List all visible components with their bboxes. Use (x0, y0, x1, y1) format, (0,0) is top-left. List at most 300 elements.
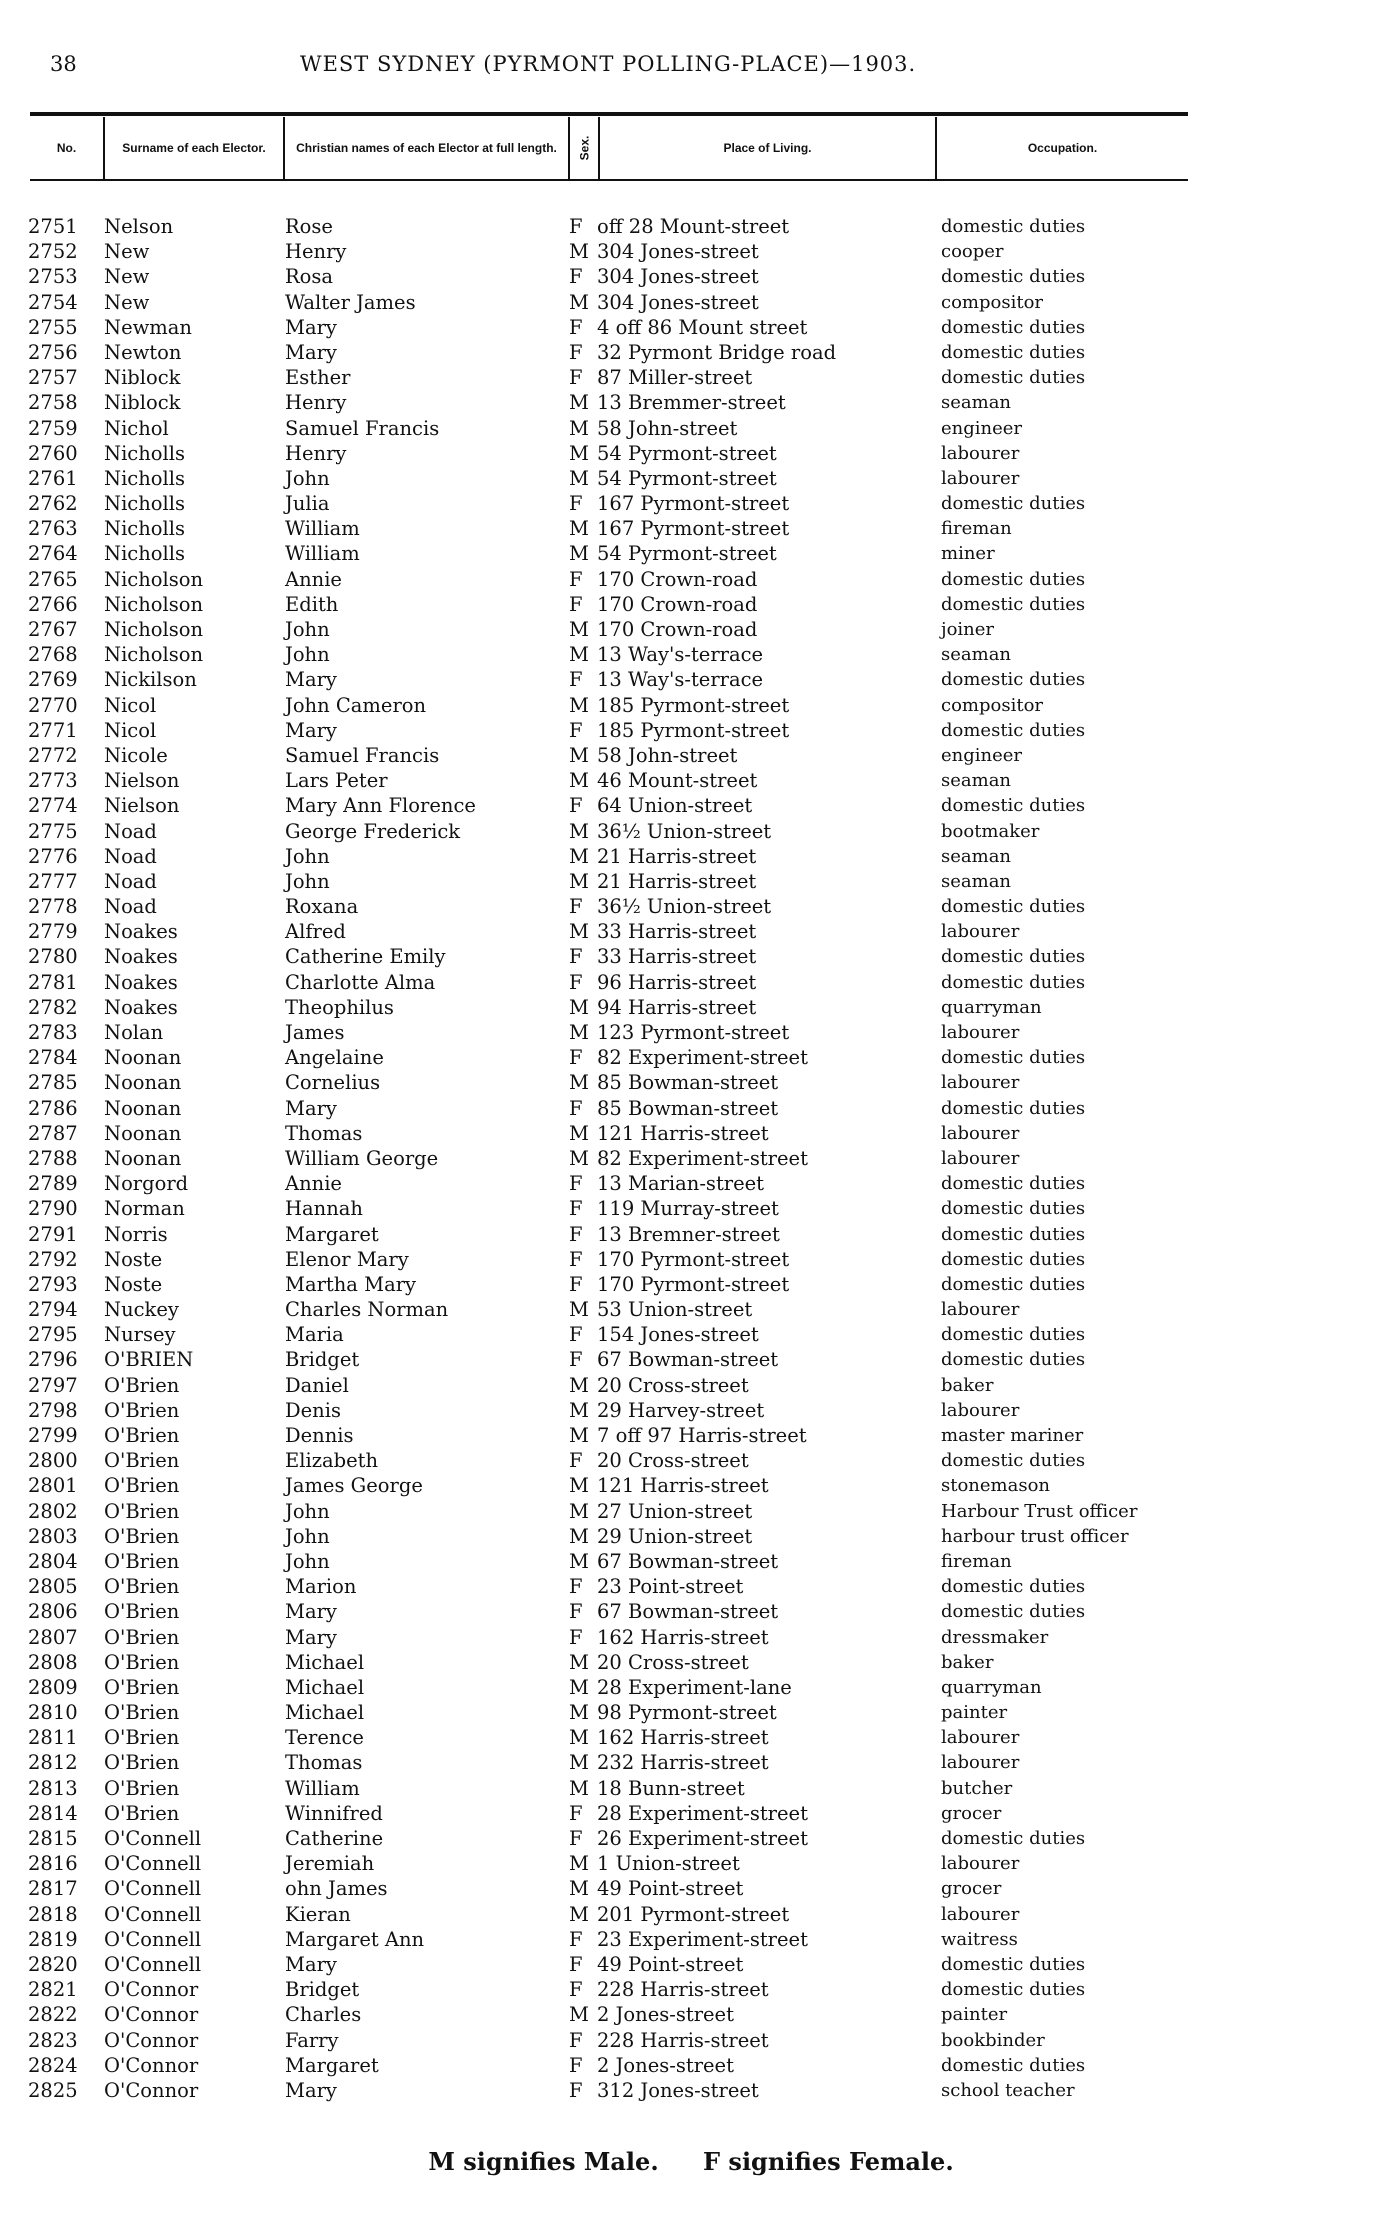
elector-christian-names: Elenor Mary (285, 1247, 409, 1271)
elector-sex: F (569, 1222, 583, 1246)
elector-surname: Nicole (104, 743, 168, 767)
elector-occupation: engineer (941, 417, 1023, 439)
elector-christian-names: Martha Mary (285, 1272, 417, 1296)
elector-christian-names: ohn James (285, 1877, 388, 1901)
elector-christian-names: Mary (285, 315, 337, 339)
elector-occupation: seaman (941, 845, 1012, 867)
elector-number: 2797 (28, 1373, 78, 1397)
elector-surname: Nickilson (104, 668, 197, 692)
elector-place-of-living: 64 Union-street (597, 794, 753, 818)
elector-christian-names: John (285, 643, 330, 667)
elector-occupation: labourer (941, 1727, 1020, 1749)
table-row (0, 1045, 1382, 1070)
elector-number: 2764 (28, 542, 78, 566)
elector-place-of-living: 20 Cross-street (597, 1449, 749, 1473)
elector-sex: F (569, 1197, 583, 1221)
elector-number: 2809 (28, 1675, 78, 1699)
elector-sex: M (569, 769, 589, 793)
elector-number: 2792 (28, 1247, 78, 1271)
elector-occupation: labourer (941, 1299, 1020, 1321)
elector-sex: F (569, 1952, 583, 1976)
elector-sex: M (569, 2003, 589, 2027)
elector-place-of-living: 304 Jones-street (597, 265, 759, 289)
elector-occupation: domestic duties (941, 341, 1086, 363)
elector-surname: O'Brien (104, 1424, 180, 1447)
elector-christian-names: Mary (285, 1625, 337, 1649)
elector-surname: O'Brien (104, 1449, 180, 1473)
elector-number: 2825 (28, 2078, 78, 2102)
elector-christian-names: Thomas (285, 1751, 363, 1775)
elector-surname: Noakes (104, 970, 178, 994)
table-row (0, 1448, 1382, 1473)
elector-christian-names: Mary (285, 340, 337, 364)
elector-sex: M (569, 1549, 589, 1573)
elector-sex: F (569, 970, 583, 994)
elector-christian-names: Julia (285, 492, 330, 516)
elector-surname: Nicholson (104, 643, 204, 667)
elector-christian-names: Marion (285, 1575, 357, 1599)
elector-place-of-living: 13 Bremner-street (597, 1222, 780, 1246)
elector-place-of-living: 170 Crown-road (597, 592, 758, 616)
elector-surname: Norman (104, 1197, 185, 1221)
elector-number: 2808 (28, 1650, 78, 1674)
elector-occupation: labourer (941, 467, 1020, 489)
table-row (0, 1146, 1382, 1171)
elector-sex: M (569, 466, 589, 490)
elector-sex: F (569, 315, 583, 339)
elector-sex: M (569, 1373, 589, 1397)
elector-occupation: domestic duties (941, 316, 1086, 338)
elector-place-of-living: 54 Pyrmont-street (597, 441, 777, 465)
elector-place-of-living: 170 Crown-road (597, 618, 758, 641)
table-row (0, 592, 1382, 617)
elector-surname: O'Connell (104, 1852, 202, 1876)
elector-sex: M (569, 517, 589, 541)
elector-sex: M (569, 1071, 589, 1095)
elector-occupation: seaman (941, 870, 1012, 892)
elector-christian-names: John Cameron (285, 693, 427, 717)
elector-sex: M (569, 391, 589, 415)
elector-sex: F (569, 1172, 583, 1196)
elector-number: 2766 (28, 592, 78, 616)
elector-number: 2812 (28, 1751, 78, 1775)
elector-place-of-living: 170 Pyrmont-street (597, 1247, 790, 1271)
elector-number: 2785 (28, 1071, 78, 1095)
elector-christian-names: Thomas (285, 1121, 363, 1145)
elector-number: 2789 (28, 1172, 78, 1196)
elector-sex: M (569, 416, 589, 440)
elector-sex: M (569, 1474, 589, 1498)
elector-surname: Noad (104, 869, 157, 893)
elector-number: 2751 (28, 215, 78, 238)
elector-sex: M (569, 1852, 589, 1876)
elector-number: 2807 (28, 1625, 78, 1649)
header-christian-names: Christian names of each Elector at full length. (285, 117, 570, 179)
table-row (0, 1297, 1382, 1322)
table-row (0, 1171, 1382, 1196)
elector-christian-names: Michael (285, 1701, 365, 1725)
elector-sex: M (569, 1398, 589, 1422)
elector-number: 2823 (28, 2028, 78, 2052)
table-row (0, 970, 1382, 995)
elector-sex: M (569, 1298, 589, 1322)
elector-occupation: domestic duties (941, 1097, 1086, 1119)
table-row (0, 844, 1382, 869)
elector-occupation: domestic duties (941, 1953, 1086, 1975)
table-row (0, 1801, 1382, 1826)
table-row (0, 1549, 1382, 1574)
elector-surname: Noonan (104, 1146, 182, 1170)
elector-occupation: domestic duties (941, 1324, 1086, 1346)
elector-occupation: domestic duties (941, 719, 1086, 741)
table-row (0, 1524, 1382, 1549)
elector-number: 2776 (28, 844, 78, 868)
elector-place-of-living: 36½ Union-street (597, 819, 772, 843)
elector-number: 2815 (28, 1827, 78, 1850)
elector-place-of-living: 85 Bowman-street (597, 1071, 779, 1095)
elector-number: 2768 (28, 643, 78, 667)
elector-place-of-living: 82 Experiment-street (597, 1046, 808, 1070)
elector-occupation: stonemason (941, 1475, 1051, 1497)
elector-number: 2761 (28, 466, 78, 490)
elector-place-of-living: 67 Bowman-street (597, 1348, 779, 1372)
elector-surname: Norris (104, 1222, 168, 1246)
elector-christian-names: William (285, 542, 360, 566)
elector-christian-names: Farry (285, 2028, 339, 2052)
elector-place-of-living: 20 Cross-street (597, 1650, 749, 1674)
elector-surname: O'BRIEN (104, 1348, 194, 1372)
elector-place-of-living: 28 Experiment-street (597, 1801, 808, 1825)
elector-sex: F (569, 945, 583, 969)
elector-sex: F (569, 2028, 583, 2052)
elector-occupation: cooper (941, 241, 1004, 263)
elector-place-of-living: 21 Harris-street (597, 869, 757, 893)
elector-occupation: labourer (941, 442, 1020, 464)
elector-sex: M (569, 1121, 589, 1145)
elector-number: 2775 (28, 819, 78, 843)
elector-place-of-living: 27 Union-street (597, 1499, 753, 1523)
table-row (0, 1398, 1382, 1423)
footer-legend (0, 2147, 1382, 2176)
elector-christian-names: Bridget (285, 1348, 360, 1372)
table-row (0, 869, 1382, 894)
elector-place-of-living: 304 Jones-street (597, 290, 759, 314)
elector-surname: Noakes (104, 945, 178, 969)
table-row (0, 1876, 1382, 1901)
elector-christian-names: Michael (285, 1675, 365, 1699)
elector-occupation: bookbinder (941, 2029, 1045, 2051)
table-row (0, 1373, 1382, 1398)
elector-christian-names: Terence (285, 1726, 364, 1750)
elector-christian-names: Mary (285, 1600, 337, 1624)
elector-occupation: master mariner (941, 1425, 1084, 1446)
elector-surname: O'Brien (104, 1776, 180, 1800)
elector-place-of-living: 185 Pyrmont-street (597, 718, 790, 742)
table-row (0, 491, 1382, 516)
elector-number: 2801 (28, 1474, 78, 1498)
elector-sex: F (569, 718, 583, 742)
elector-number: 2753 (28, 265, 78, 289)
elector-number: 2819 (28, 1927, 78, 1951)
elector-place-of-living: 162 Harris-street (597, 1625, 769, 1649)
elector-occupation: engineer (941, 744, 1023, 766)
elector-christian-names: Daniel (285, 1373, 349, 1397)
elector-sex: F (569, 1348, 583, 1372)
elector-sex: F (569, 492, 583, 516)
elector-place-of-living: 26 Experiment-street (597, 1827, 808, 1850)
elector-number: 2783 (28, 1021, 78, 1044)
table-row (0, 2028, 1382, 2053)
elector-christian-names: Rosa (285, 265, 334, 289)
elector-number: 2758 (28, 391, 78, 415)
elector-number: 2805 (28, 1575, 78, 1599)
elector-occupation: school teacher (941, 2079, 1075, 2101)
elector-place-of-living: 58 John-street (597, 416, 738, 440)
elector-surname: O'Brien (104, 1549, 180, 1573)
elector-occupation: domestic duties (941, 971, 1086, 993)
header-surname: Surname of each Elector. (105, 117, 285, 179)
elector-sex: F (569, 794, 583, 818)
elector-surname: O'Brien (104, 1751, 180, 1775)
elector-place-of-living: 18 Bunn-street (597, 1776, 745, 1800)
elector-place-of-living: 29 Union-street (597, 1524, 753, 1548)
elector-surname: O'Brien (104, 1726, 180, 1750)
elector-surname: O'Connor (104, 2053, 199, 2077)
page-number: 38 (50, 52, 77, 76)
elector-christian-names: Catherine Emily (285, 945, 446, 969)
elector-number: 2777 (28, 869, 78, 893)
elector-number: 2820 (28, 1952, 78, 1976)
elector-sex: M (569, 1701, 589, 1725)
elector-place-of-living: 94 Harris-street (597, 995, 757, 1019)
elector-number: 2791 (28, 1222, 78, 1246)
elector-number: 2802 (28, 1499, 78, 1523)
table-row (0, 390, 1382, 415)
elector-sex: M (569, 819, 589, 843)
elector-place-of-living: 67 Bowman-street (597, 1600, 779, 1624)
elector-number: 2824 (28, 2053, 78, 2077)
elector-christian-names: John (285, 869, 330, 893)
elector-surname: Noakes (104, 920, 178, 944)
elector-christian-names: John (285, 1499, 330, 1523)
elector-christian-names: Henry (285, 391, 347, 415)
elector-sex: F (569, 2053, 583, 2077)
table-row (0, 693, 1382, 718)
elector-place-of-living: off 28 Mount-street (597, 215, 790, 238)
elector-sex: F (569, 1096, 583, 1120)
elector-place-of-living: 33 Harris-street (597, 920, 757, 944)
elector-sex: M (569, 1877, 589, 1901)
elector-christian-names: Dennis (285, 1424, 354, 1447)
elector-number: 2790 (28, 1197, 78, 1221)
table-row (0, 1574, 1382, 1599)
table-row (0, 516, 1382, 541)
elector-occupation: labourer (941, 1752, 1020, 1774)
elector-number: 2770 (28, 693, 78, 717)
elector-surname: Noonan (104, 1046, 182, 1070)
elector-surname: Nicholls (104, 466, 185, 490)
elector-occupation: domestic duties (941, 1450, 1086, 1472)
elector-number: 2759 (28, 416, 78, 440)
elector-surname: Noakes (104, 995, 178, 1019)
elector-place-of-living: 123 Pyrmont-street (597, 1021, 790, 1044)
elector-number: 2796 (28, 1348, 78, 1372)
table-row (0, 416, 1382, 441)
elector-sex: F (569, 1449, 583, 1473)
elector-sex: F (569, 1625, 583, 1649)
elector-occupation: domestic duties (941, 593, 1086, 615)
elector-number: 2767 (28, 618, 78, 641)
elector-number: 2813 (28, 1776, 78, 1800)
elector-place-of-living: 1 Union-street (597, 1852, 740, 1876)
elector-sex: M (569, 542, 589, 566)
elector-place-of-living: 85 Bowman-street (597, 1096, 779, 1120)
table-row (0, 1121, 1382, 1146)
elector-occupation: baker (941, 1651, 994, 1673)
elector-occupation: fireman (941, 1550, 1012, 1572)
elector-place-of-living: 54 Pyrmont-street (597, 466, 777, 490)
elector-sex: M (569, 618, 589, 641)
elector-christian-names: Margaret (285, 2053, 379, 2077)
elector-occupation: compositor (941, 291, 1044, 313)
elector-christian-names: Henry (285, 441, 347, 465)
elector-place-of-living: 33 Harris-street (597, 945, 757, 969)
elector-christian-names: William (285, 517, 360, 541)
elector-number: 2773 (28, 769, 78, 793)
elector-place-of-living: 46 Mount-street (597, 769, 758, 793)
elector-sex: M (569, 693, 589, 717)
elector-occupation: domestic duties (941, 1601, 1086, 1623)
elector-occupation: compositor (941, 694, 1044, 716)
elector-occupation: bootmaker (941, 820, 1040, 842)
elector-place-of-living: 13 Way's-terrace (597, 643, 764, 667)
table-row (0, 1700, 1382, 1725)
elector-christian-names: Theophilus (285, 995, 394, 1019)
header-sex-label: Sex. (577, 135, 591, 161)
table-row (0, 1977, 1382, 2002)
elector-surname: O'Connell (104, 1927, 202, 1951)
elector-surname: Noonan (104, 1096, 182, 1120)
elector-sex: F (569, 592, 583, 616)
elector-occupation: labourer (941, 1147, 1020, 1169)
elector-occupation: domestic duties (941, 1198, 1086, 1220)
elector-occupation: seaman (941, 392, 1012, 414)
table-row (0, 1322, 1382, 1347)
header-rule (30, 112, 1188, 116)
female-note: F signifies Female. (703, 2147, 954, 2176)
elector-number: 2800 (28, 1449, 78, 1473)
elector-surname: Nolan (104, 1021, 164, 1044)
elector-christian-names: Kieran (285, 1902, 351, 1926)
elector-occupation: domestic duties (941, 669, 1086, 691)
elector-surname: O'Connell (104, 1902, 202, 1926)
elector-occupation: Harbour Trust officer (941, 1500, 1138, 1522)
elector-occupation: domestic duties (941, 946, 1086, 968)
elector-sex: M (569, 1424, 589, 1447)
elector-occupation: domestic duties (941, 1223, 1086, 1245)
table-row (0, 1776, 1382, 1801)
elector-sex: F (569, 1046, 583, 1070)
elector-place-of-living: 162 Harris-street (597, 1726, 769, 1750)
elector-number: 2799 (28, 1424, 78, 1447)
elector-christian-names: John (285, 1549, 330, 1573)
elector-surname: O'Brien (104, 1373, 180, 1397)
elector-sex: F (569, 567, 583, 591)
elector-occupation: labourer (941, 1022, 1020, 1043)
elector-sex: F (569, 1575, 583, 1599)
elector-sex: F (569, 1323, 583, 1347)
elector-place-of-living: 58 John-street (597, 743, 738, 767)
elector-place-of-living: 36½ Union-street (597, 895, 772, 919)
elector-place-of-living: 98 Pyrmont-street (597, 1701, 777, 1725)
elector-christian-names: Mary (285, 1096, 337, 1120)
elector-number: 2754 (28, 290, 78, 314)
table-row (0, 1070, 1382, 1095)
elector-christian-names: Rose (285, 215, 333, 238)
elector-surname: New (104, 290, 150, 314)
elector-place-of-living: 185 Pyrmont-street (597, 693, 790, 717)
elector-christian-names: Catherine (285, 1827, 384, 1850)
elector-sex: M (569, 995, 589, 1019)
elector-surname: Noonan (104, 1121, 182, 1145)
elector-christian-names: Winnifred (285, 1801, 383, 1825)
elector-occupation: domestic duties (941, 896, 1086, 918)
elector-christian-names: Mary (285, 718, 337, 742)
elector-number: 2810 (28, 1701, 78, 1725)
elector-place-of-living: 13 Way's-terrace (597, 668, 764, 692)
elector-number: 2788 (28, 1146, 78, 1170)
elector-place-of-living: 53 Union-street (597, 1298, 753, 1322)
elector-number: 2765 (28, 567, 78, 591)
elector-occupation: domestic duties (941, 1349, 1086, 1371)
elector-occupation: harbour trust officer (941, 1525, 1129, 1547)
table-row (0, 1499, 1382, 1524)
elector-surname: O'Brien (104, 1575, 180, 1599)
elector-sex: F (569, 1978, 583, 2002)
elector-surname: O'Brien (104, 1701, 180, 1725)
table-row (0, 1650, 1382, 1675)
elector-number: 2780 (28, 945, 78, 969)
table-row (0, 894, 1382, 919)
elector-surname: O'Connell (104, 1827, 202, 1850)
table-row (0, 365, 1382, 390)
header-occupation: Occupation. (1027, 141, 1098, 155)
elector-occupation: labourer (941, 1072, 1020, 1094)
elector-sex: F (569, 895, 583, 919)
elector-number: 2822 (28, 2003, 78, 2027)
elector-christian-names: Bridget (285, 1978, 360, 2002)
elector-christian-names: Lars Peter (285, 769, 388, 793)
elector-surname: Nicholls (104, 542, 185, 566)
elector-christian-names: John (285, 1524, 330, 1548)
elector-surname: Noad (104, 844, 157, 868)
elector-surname: Newman (104, 315, 192, 339)
elector-number: 2798 (28, 1398, 78, 1422)
elector-occupation: domestic duties (941, 568, 1086, 590)
table-row (0, 743, 1382, 768)
elector-occupation: painter (941, 2004, 1008, 2026)
elector-number: 2763 (28, 517, 78, 541)
table-row (0, 768, 1382, 793)
table-row (0, 995, 1382, 1020)
table-header (30, 117, 1188, 181)
elector-christian-names: John (285, 618, 330, 641)
elector-occupation: grocer (941, 1802, 1002, 1824)
elector-sex: F (569, 1927, 583, 1951)
table-row (0, 290, 1382, 315)
elector-number: 2795 (28, 1323, 78, 1347)
elector-surname: Nicholson (104, 592, 204, 616)
